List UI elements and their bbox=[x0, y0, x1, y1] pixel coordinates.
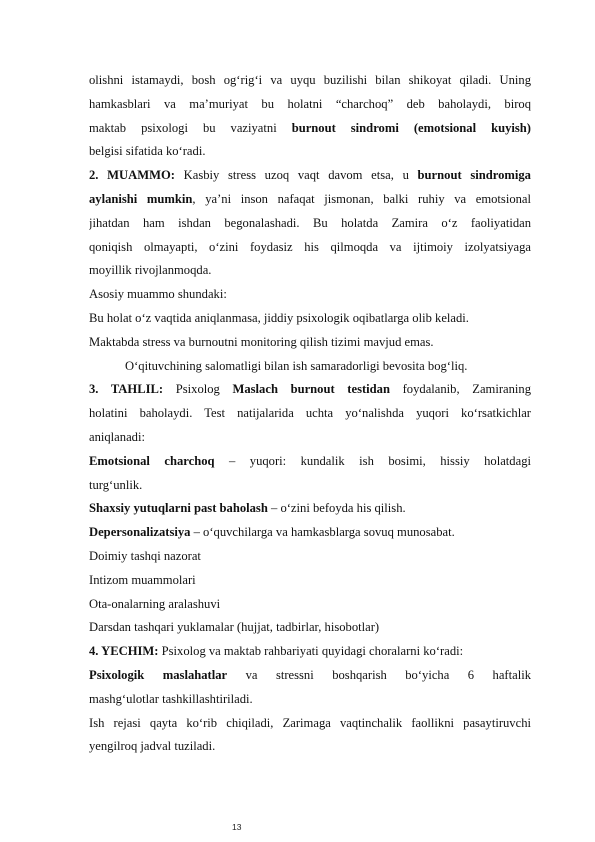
text: hamkasblari va ma’muriyat bu holatni “charchoq” deb baholaydi, biroq bbox=[89, 96, 531, 111]
text: – o‘quvchilarga va hamkasblarga sovuq munosabat. bbox=[190, 525, 455, 540]
text: Psixolog va maktab rahbariyati quyidagi choralarni ko‘radi: bbox=[158, 644, 464, 659]
text: va stressni boshqarish bo‘yicha 6 haftalik bbox=[227, 667, 531, 682]
text: qoniqish olmayapti, o‘zini foydasiz his qilmoqda va ijtimoiy izolyatsiyaga bbox=[89, 239, 531, 254]
section-heading: 3. TAHLIL: bbox=[89, 382, 164, 397]
text: Ish rejasi qayta ko‘rib chiqiladi, Zarimaga vaqtinchalik faollikni pasaytiruvchi bbox=[89, 715, 531, 730]
paragraph-line bbox=[89, 140, 531, 164]
text: maktab psixologi bu vaziyatni bbox=[89, 120, 292, 135]
paragraph-line bbox=[89, 664, 531, 688]
bold-term: Depersonalizatsiya bbox=[89, 525, 191, 540]
paragraph-line bbox=[89, 93, 531, 117]
text: Kasbiy stress uzoq vaqt davom etsa, u bbox=[174, 168, 418, 183]
text: jihatdan ham ishdan begonalashadi. Bu holatda Zamira o‘z faoliyatidan bbox=[89, 215, 531, 230]
paragraph-line bbox=[89, 355, 531, 379]
section-heading-line bbox=[89, 378, 531, 402]
text: Asosiy muammo shundaki: bbox=[89, 287, 227, 302]
section-heading: 4. YECHIM: bbox=[89, 644, 159, 659]
bold-term: Emotsional charchoq bbox=[89, 453, 215, 468]
text: foydalanib, Zamiraning bbox=[389, 382, 531, 397]
paragraph-line bbox=[89, 283, 531, 307]
paragraph-line bbox=[89, 259, 531, 283]
paragraph-line bbox=[89, 236, 531, 260]
paragraph-line bbox=[89, 688, 531, 712]
paragraph-line bbox=[89, 426, 531, 450]
page-number: 13 bbox=[232, 822, 242, 832]
text: holatini baholaydi. Test natijalarida uchta yo‘nalishda yuqori ko‘rsatkichlar bbox=[89, 406, 531, 421]
text: turg‘unlik. bbox=[89, 477, 143, 492]
text: , ya’ni inson nafaqat jismonan, balki ruhiy va emotsional bbox=[192, 191, 531, 206]
text: belgisi sifatida ko‘radi. bbox=[89, 144, 206, 159]
paragraph-line bbox=[89, 69, 531, 93]
section-heading-line bbox=[89, 164, 531, 188]
bold-term: aylanishi mumkin bbox=[89, 191, 193, 206]
text: – o‘zini befoyda his qilish. bbox=[267, 501, 406, 516]
text: Maktabda stress va burnoutni monitoring qilish tizimi mavjud emas. bbox=[89, 334, 434, 349]
text: – yuqori: kundalik ish bosimi, hissiy holatdagi bbox=[214, 453, 531, 468]
text: Doimiy tashqi nazorat bbox=[89, 548, 201, 563]
text: aniqlanadi: bbox=[89, 429, 145, 444]
text: Darsdan tashqari yuklamalar (hujjat, tadbirlar, hisobotlar) bbox=[89, 620, 380, 635]
paragraph-line bbox=[89, 521, 531, 545]
list-item bbox=[89, 616, 531, 640]
page-body bbox=[89, 69, 531, 759]
paragraph-line bbox=[89, 331, 531, 355]
text: O‘qituvchining salomatligi bilan ish samaradorligi bevosita bog‘liq. bbox=[125, 358, 468, 373]
paragraph-line bbox=[89, 402, 531, 426]
paragraph-line bbox=[89, 474, 531, 498]
bold-term: burnout sindromi (emotsional kuyish) bbox=[291, 120, 531, 135]
list-item bbox=[89, 593, 531, 617]
bold-term: Maslach burnout testidan bbox=[232, 382, 390, 397]
text: Psixolog bbox=[163, 382, 233, 397]
text: moyillik rivojlanmoqda. bbox=[89, 263, 212, 278]
bold-term: Psixologik maslahatlar bbox=[89, 667, 228, 682]
paragraph-line bbox=[89, 735, 531, 759]
paragraph-line bbox=[89, 450, 531, 474]
list-item bbox=[89, 569, 531, 593]
text: mashg‘ulotlar tashkillashtiriladi. bbox=[89, 691, 253, 706]
paragraph-line bbox=[89, 117, 531, 141]
text: yengilroq jadval tuziladi. bbox=[89, 739, 216, 754]
bold-term: Shaxsiy yutuqlarni past baholash bbox=[89, 501, 268, 516]
text: Intizom muammolari bbox=[89, 572, 196, 587]
bold-term: burnout sindromiga bbox=[417, 168, 531, 183]
section-heading-line bbox=[89, 640, 531, 664]
list-item bbox=[89, 545, 531, 569]
text: Bu holat o‘z vaqtida aniqlanmasa, jiddiy psixologik oqibatlarga olib keladi. bbox=[89, 310, 469, 325]
paragraph-line bbox=[89, 212, 531, 236]
text: olishni istamaydi, bosh og‘rig‘i va uyqu buzilishi bilan shikoyat qiladi. Uning bbox=[89, 73, 531, 87]
paragraph-line bbox=[89, 497, 531, 521]
paragraph-line bbox=[89, 712, 531, 736]
paragraph-line bbox=[89, 307, 531, 331]
section-heading: 2. MUAMMO: bbox=[89, 168, 175, 183]
text: Ota-onalarning aralashuvi bbox=[89, 596, 221, 611]
paragraph-line bbox=[89, 188, 531, 212]
